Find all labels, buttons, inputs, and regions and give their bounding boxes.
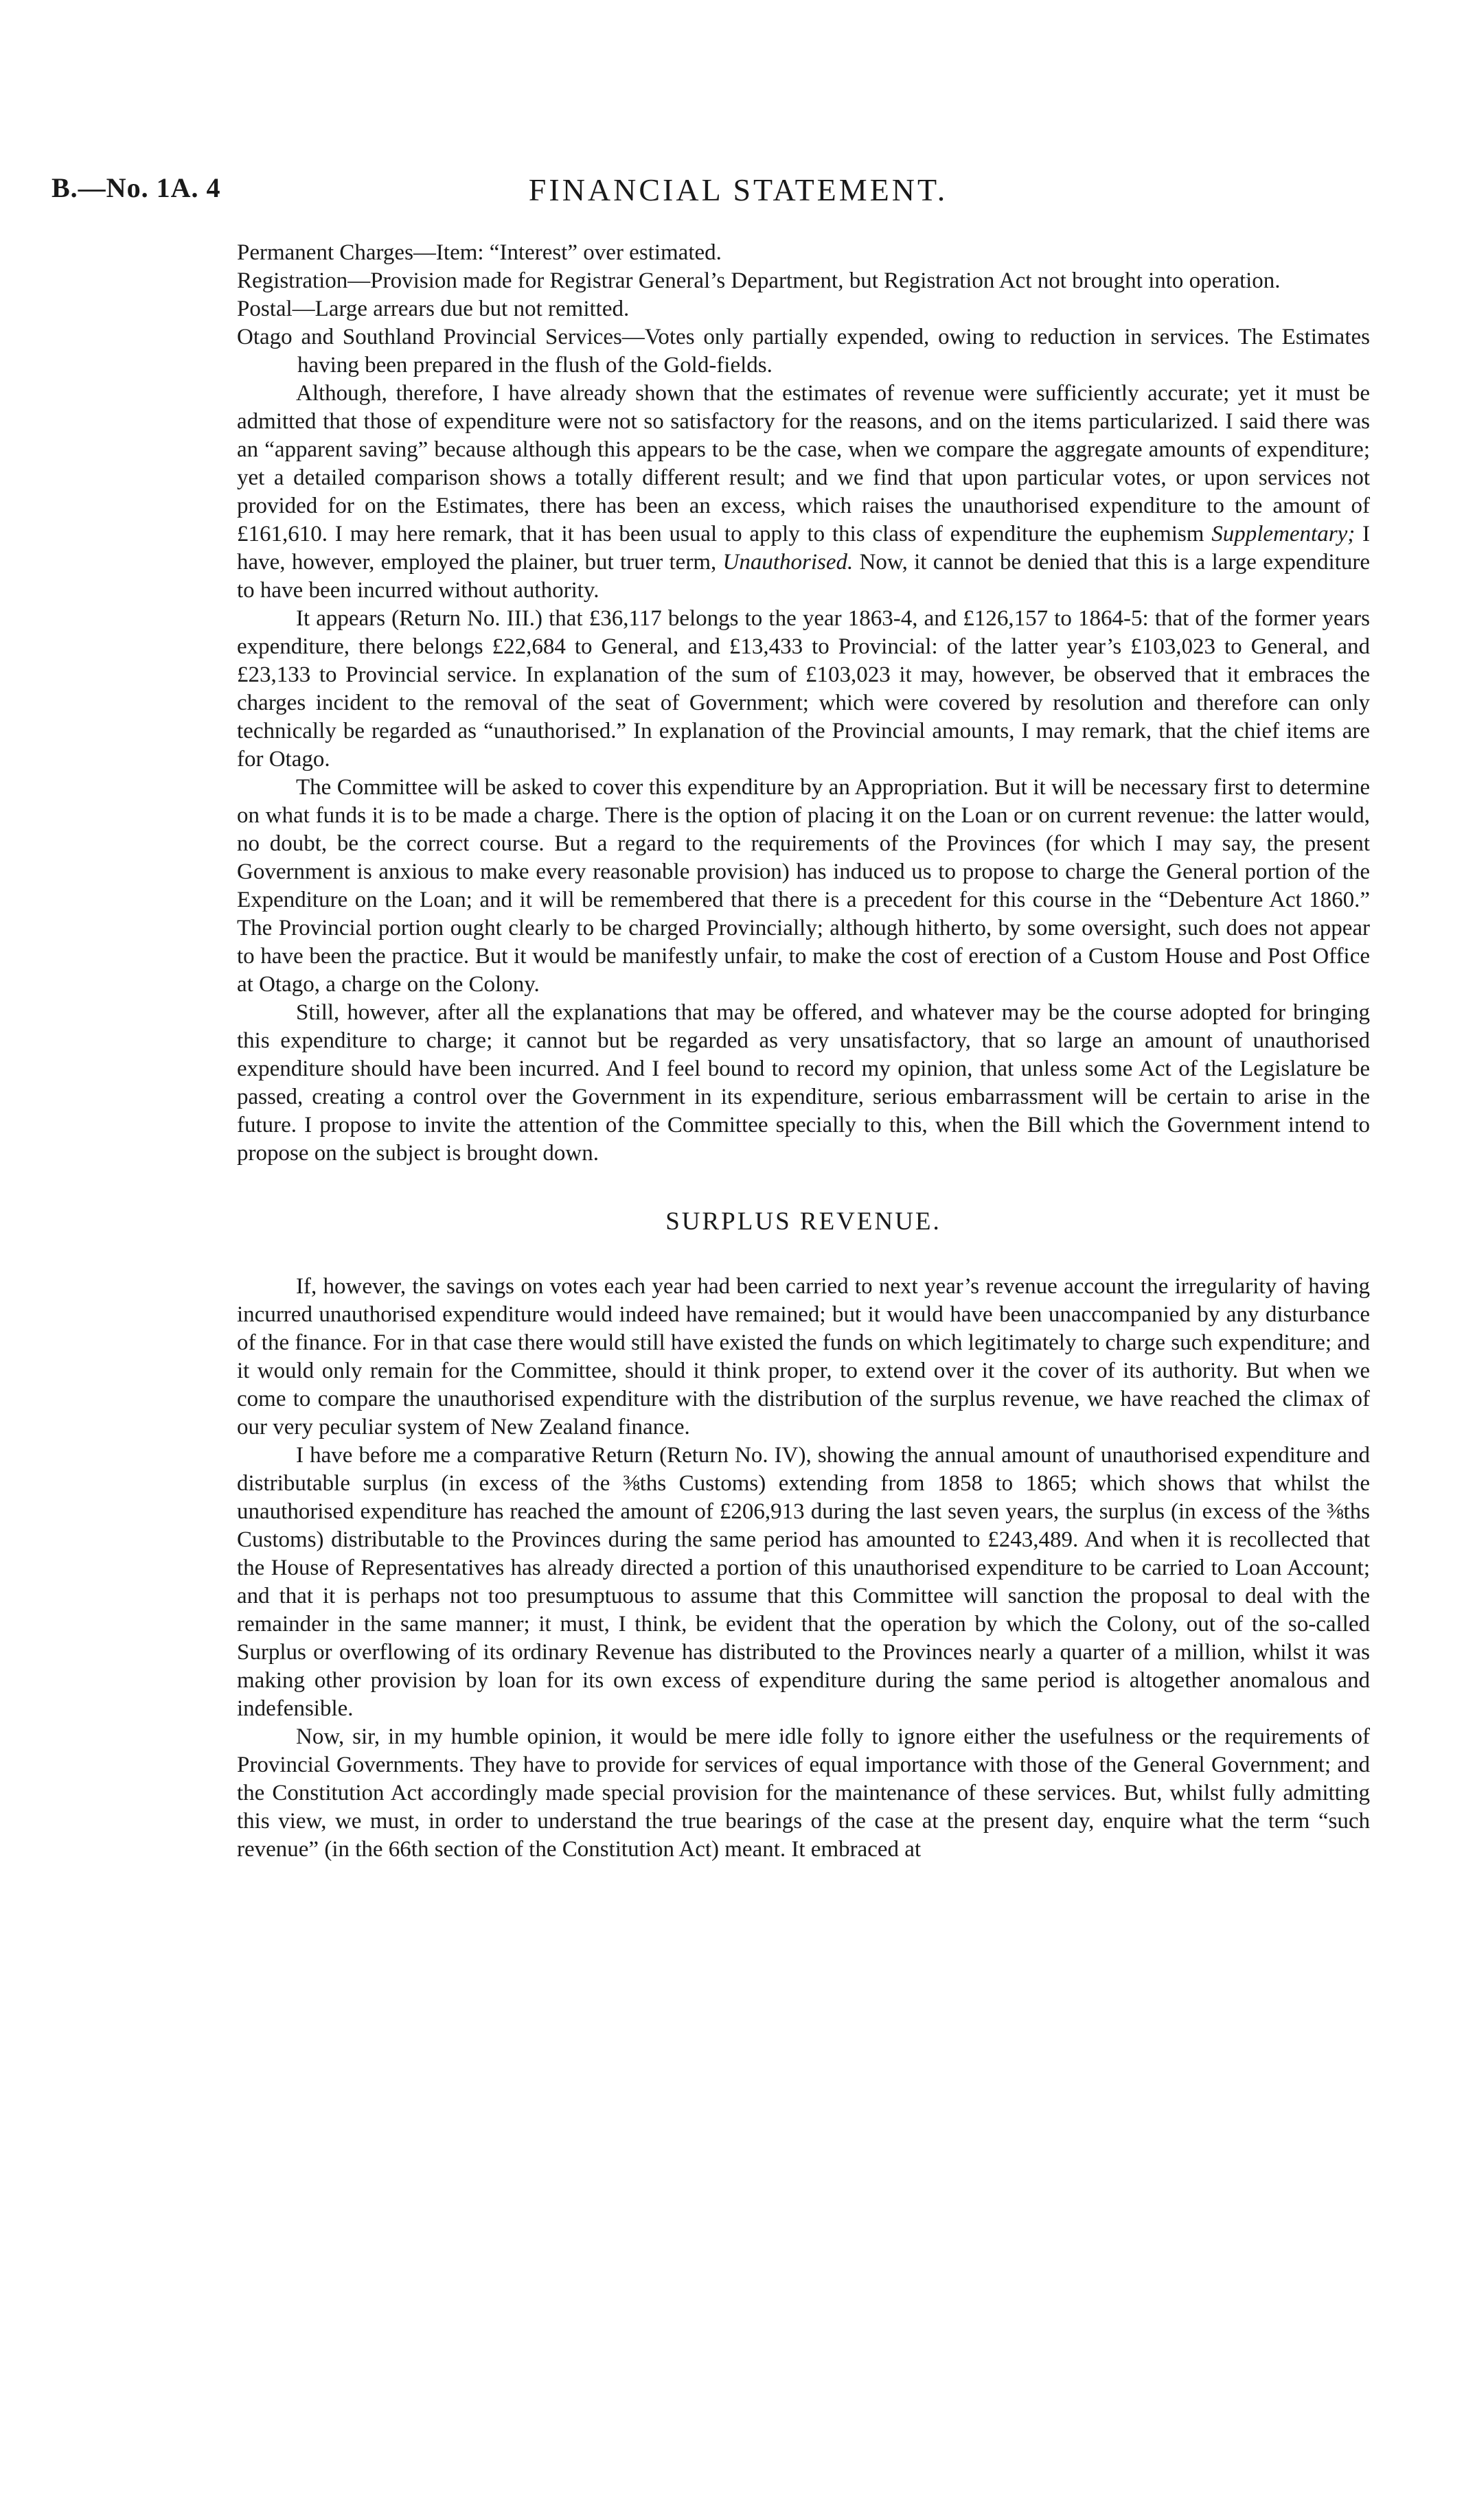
- list-item: Registration—Provision made for Registrar General’s Department, but Registration Act not brought into operation.: [237, 268, 1281, 293]
- page-title: FINANCIAL STATEMENT.: [528, 172, 948, 207]
- paragraph: Still, however, after all the explanations that may be offered, and whatever may be the course adopted for bringing this expenditure to charge; it cannot but be regarded as very unsatisfactory, that so large an amount of unauthorised expenditure should have been incurred. And I feel bound to record my opinion, that unless some Act of the Legislature be passed, creating a control over the Government in its expenditure, serious embarrassment will be certain to arise in the future. I propose to invite the attention of the Committee specially to this, when the Bill which the Government intend to propose on the subject is brought down.: [237, 1000, 1370, 1166]
- paragraph: I have before me a comparative Return (Return No. IV), showing the annual amount of unauthorised expenditure and distributable surplus (in excess of the ⅜ths Customs) extending from 1858 to 1865; which shows that whilst the unauthorised expenditure has reached the amount of £206,913 during the last seven years, the surplus (in excess of the ⅜ths Customs) distributable to the Provinces during the same period has amounted to £243,489. And when it is recollected that the House of Representatives has already directed a portion of this unauthorised expenditure to be carried to Loan Account; and that it is perhaps not too presumptuous to assume that this Committee will sanction the proposal to deal with the remainder in the same manner; it must, I think, be evident that the operation by which the Colony, out of the so-called Surplus or overflowing of its ordinary Revenue has distributed to the Provinces nearly a quarter of a million, whilst it was making other provision by loan for its own excess of expenditure during the same period is altogether anomalous and indefensible.: [237, 1443, 1370, 1721]
- italic-term: Supplementary;: [1211, 522, 1356, 546]
- paragraph: The Committee will be asked to cover this expenditure by an Appropriation. But it will be necessary first to determine on what funds it is to be made a charge. There is the option of placing it on the Loan or on current revenue: the latter would, no doubt, be the correct course. But a regard to the requirements of the Provinces (for which I may say, the present Government is anxious to make every reasonable provision) has induced us to propose to charge the General portion of the Expenditure on the Loan; and it will be remembered that there is a precedent for this course in the “Debenture Act 1860.” The Provincial portion ought clearly to be charged Provincially; although hitherto, by some oversight, such does not appear to have been the practice. But it would be manifestly unfair, to make the cost of erection of a Custom House and Post Office at Otago, a charge on the Colony.: [237, 775, 1370, 997]
- section-heading: SURPLUS REVENUE.: [665, 1207, 941, 1236]
- paragraph-text: Now, it cannot be denied that this is a large expenditure to have been incurred without authority.: [237, 550, 1370, 603]
- document-body: [237, 239, 1370, 1864]
- paragraph-text: Although, therefore, I have already shown that the estimates of revenue were sufficiently accurate; yet it must be admitted that those of expenditure were not so satisfactory for the reasons, and on the items particularized. I said there was an “apparent saving” because although this appears to be the case, when we compare the aggregate amounts of expenditure; yet a detailed comparison shows a totally different result; and we find that upon particular votes, or upon services not provided for on the Estimates, there has been an excess, which raises the unauthorised expenditure to the amount of £161,610. I may here remark, that it has been usual to apply to this class of expenditure the euphemism: [237, 381, 1370, 546]
- list-item: Postal—Large arrears due but not remitted.: [237, 297, 630, 321]
- page-reference: B.—No. 1A. 4: [52, 172, 221, 203]
- paragraph: If, however, the savings on votes each year had been carried to next year’s revenue account the irregularity of having incurred unauthorised expenditure would indeed have remained; but it would have been unaccompanied by any disturbance of the finance. For in that case there would still have existed the funds on which legitimately to charge such expenditure; and it would only remain for the Committee, should it think proper, to extend over it the cover of its authority. But when we come to compare the unauthorised expenditure with the distribution of the surplus revenue, we have reached the climax of our very peculiar system of New Zealand finance.: [237, 1274, 1370, 1440]
- paragraph: Now, sir, in my humble opinion, it would be mere idle folly to ignore either the usefulness or the requirements of Provincial Governments. They have to provide for services of equal importance with those of the General Government; and the Constitution Act accordingly made special provision for the maintenance of these services. But, whilst fully admitting this view, we must, in order to understand the true bearings of the case at the present day, enquire what the term “such revenue” (in the 66th section of the Constitution Act) meant. It embraced at: [237, 1724, 1370, 1862]
- paragraph-text: I have, however, employed the plainer, but truer term,: [237, 522, 1370, 575]
- page-header: [52, 172, 1425, 227]
- paragraph: It appears (Return No. III.) that £36,117 belongs to the year 1863-4, and £126,157 to 1864-5: that of the former years expenditure, there belongs £22,684 to General, and £13,433 to Provincial: of the latter year’s £103,023 to General, and £23,133 to Provincial service. In explanation of the sum of £103,023 it may, however, be observed that it embraces the charges incident to the removal of the seat of Government; which were covered by resolution and therefore can only technically be regarded as “unauthorised.” In explanation of the Provincial amounts, I may remark, that the chief items are for Otago.: [237, 606, 1370, 772]
- italic-term: Unauthorised.: [722, 550, 854, 575]
- list-item: Permanent Charges—Item: “Interest” over estimated.: [237, 240, 722, 265]
- paragraph: [237, 380, 1370, 605]
- list-item: Otago and Southland Provincial Services—Votes only partially expended, owing to reduction in services. The Estimates having been prepared in the flush of the Gold-fields.: [237, 325, 1370, 378]
